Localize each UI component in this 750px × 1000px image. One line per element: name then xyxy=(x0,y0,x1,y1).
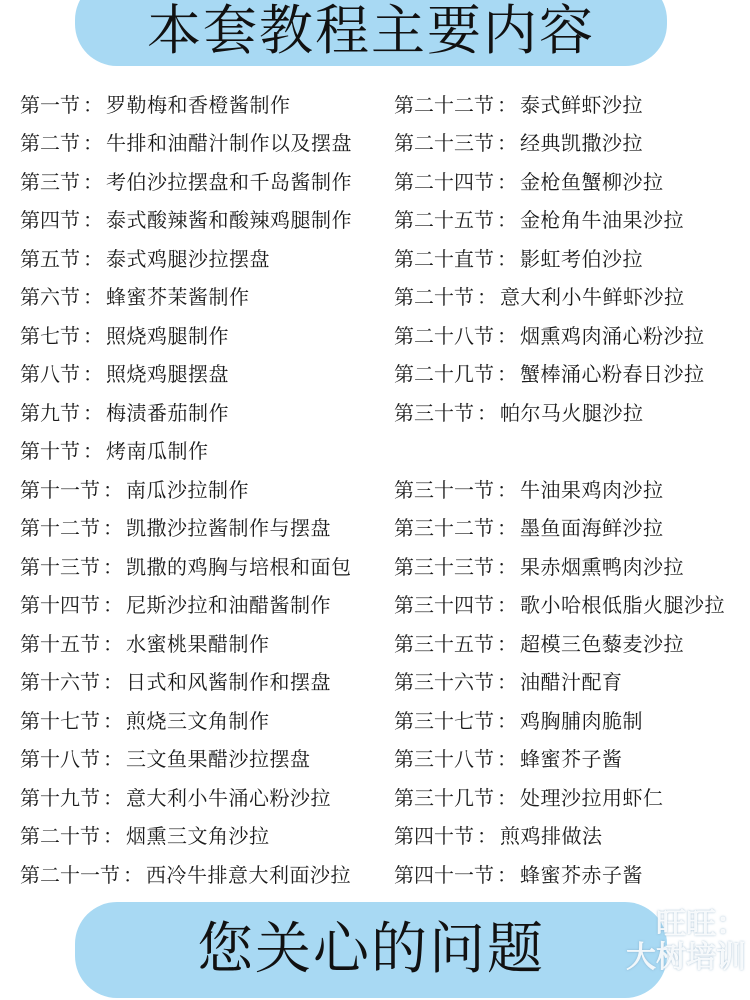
lesson-item xyxy=(20,623,380,662)
lesson-title: 泰式酸辣酱和酸辣鸡腿制作 xyxy=(106,208,352,233)
lesson-separator: ： xyxy=(497,862,517,887)
lesson-item xyxy=(394,662,750,701)
lesson-title: 泰式鸡腿沙拉摆盘 xyxy=(106,246,270,271)
lesson-number: 第二十节 xyxy=(20,824,100,849)
lesson-separator: ： xyxy=(497,593,517,618)
lesson-title: 金枪角牛油果沙拉 xyxy=(520,208,684,233)
lesson-number: 第三十七节 xyxy=(394,708,494,733)
lesson-item xyxy=(20,123,380,162)
lesson-title: 超模三色藜麦沙拉 xyxy=(520,631,684,656)
lesson-title: 梅渍番茄制作 xyxy=(106,400,229,425)
lesson-title: 蟹棒涌心粉春日沙拉 xyxy=(520,362,705,387)
lesson-separator: ： xyxy=(83,439,103,464)
lesson-item xyxy=(394,739,750,778)
lesson-item xyxy=(20,315,380,354)
lesson-item xyxy=(394,469,750,508)
lesson-separator: ： xyxy=(497,323,517,348)
lesson-title: 凯撒的鸡胸与培根和面包 xyxy=(126,554,352,579)
lesson-number: 第十节 xyxy=(20,439,80,464)
lesson-separator: ： xyxy=(497,246,517,271)
lesson-list-right xyxy=(394,84,750,893)
lesson-title: 罗勒梅和香橙酱制作 xyxy=(106,92,291,117)
footer-title: 您关心的问题 xyxy=(197,917,545,982)
lesson-separator: ： xyxy=(477,400,497,425)
lesson-number: 第七节 xyxy=(20,323,80,348)
lesson-item xyxy=(20,700,380,739)
lesson-number: 第二节 xyxy=(20,131,80,156)
lesson-number: 第十六节 xyxy=(20,670,100,695)
lesson-title: 蜂蜜芥子酱 xyxy=(520,747,623,772)
lesson-title: 歌小哈根低脂火腿沙拉 xyxy=(520,593,725,618)
lesson-item xyxy=(394,161,750,200)
lesson-item xyxy=(394,508,750,547)
watermark-line-1: 旺旺： xyxy=(656,907,746,942)
lesson-title: 墨鱼面海鲜沙拉 xyxy=(520,516,664,541)
lesson-separator: ： xyxy=(103,516,123,541)
lesson-number: 第十七节 xyxy=(20,708,100,733)
lesson-number: 第四节 xyxy=(20,208,80,233)
lesson-item xyxy=(20,431,380,470)
lesson-item xyxy=(394,623,750,662)
lesson-separator: ： xyxy=(103,785,123,810)
lesson-number: 第十八节 xyxy=(20,747,100,772)
lesson-number: 第四十一节 xyxy=(394,862,494,887)
lesson-title: 照烧鸡腿摆盘 xyxy=(106,362,229,387)
lesson-title: 经典凯撒沙拉 xyxy=(520,131,643,156)
lesson-item xyxy=(394,854,750,893)
lesson-title: 处理沙拉用虾仁 xyxy=(520,785,664,810)
lesson-item xyxy=(394,84,750,123)
lesson-item xyxy=(394,238,750,277)
lesson-title: 牛排和油醋汁制作以及摆盘 xyxy=(106,131,352,156)
lesson-separator: ： xyxy=(497,516,517,541)
lesson-title: 帕尔马火腿沙拉 xyxy=(500,400,644,425)
lesson-title: 西冷牛排意大利面沙拉 xyxy=(146,862,351,887)
lesson-item xyxy=(394,700,750,739)
lesson-separator: ： xyxy=(83,362,103,387)
lesson-title: 鸡胸脯肉脆制 xyxy=(520,708,643,733)
lesson-separator: ： xyxy=(83,246,103,271)
lesson-separator: ： xyxy=(103,824,123,849)
lesson-number: 第三十六节 xyxy=(394,670,494,695)
lesson-title: 蜂蜜芥赤子酱 xyxy=(520,862,643,887)
lesson-separator: ： xyxy=(103,708,123,733)
lesson-number: 第九节 xyxy=(20,400,80,425)
lesson-title: 南瓜沙拉制作 xyxy=(126,477,249,502)
lesson-separator: ： xyxy=(497,92,517,117)
lesson-number: 第三十三节 xyxy=(394,554,494,579)
watermark-line-2: 大树培训 xyxy=(626,940,746,975)
lesson-item xyxy=(394,546,750,585)
lesson-number: 第二十八节 xyxy=(394,323,494,348)
lesson-list-left xyxy=(20,84,380,893)
lesson-number: 第二十一节 xyxy=(20,862,120,887)
footer-banner xyxy=(75,902,667,998)
lesson-separator: ： xyxy=(83,400,103,425)
lesson-item xyxy=(394,354,750,393)
lesson-separator: ： xyxy=(497,554,517,579)
lesson-number: 第十一节 xyxy=(20,477,100,502)
lesson-item xyxy=(394,277,750,316)
lesson-number: 第四十节 xyxy=(394,824,474,849)
lesson-title: 考伯沙拉摆盘和千岛酱制作 xyxy=(106,169,352,194)
lesson-separator: ： xyxy=(497,208,517,233)
lesson-number: 第二十二节 xyxy=(394,92,494,117)
lesson-separator: ： xyxy=(103,631,123,656)
lesson-item xyxy=(20,161,380,200)
lesson-number: 第三十一节 xyxy=(394,477,494,502)
lesson-item xyxy=(394,315,750,354)
lesson-number: 第六节 xyxy=(20,285,80,310)
lesson-separator: ： xyxy=(83,285,103,310)
lesson-number: 第三十节 xyxy=(394,400,474,425)
lesson-number: 第二十节 xyxy=(394,285,474,310)
lesson-item xyxy=(20,84,380,123)
lesson-separator: ： xyxy=(123,862,143,887)
lesson-number: 第十四节 xyxy=(20,593,100,618)
lesson-item xyxy=(394,777,750,816)
lesson-item xyxy=(394,123,750,162)
lesson-item xyxy=(20,354,380,393)
lesson-separator: ： xyxy=(83,92,103,117)
lesson-title: 金枪鱼蟹柳沙拉 xyxy=(520,169,664,194)
lesson-number: 第三十八节 xyxy=(394,747,494,772)
lesson-title: 烟熏三文角沙拉 xyxy=(126,824,270,849)
lesson-separator: ： xyxy=(497,670,517,695)
lesson-item xyxy=(20,200,380,239)
lesson-number: 第八节 xyxy=(20,362,80,387)
lesson-separator: ： xyxy=(83,169,103,194)
lesson-title: 煎鸡排做法 xyxy=(500,824,603,849)
lesson-title: 凯撒沙拉酱制作与摆盘 xyxy=(126,516,331,541)
lesson-separator: ： xyxy=(83,323,103,348)
lesson-number: 第二十直节 xyxy=(394,246,494,271)
lesson-item xyxy=(20,277,380,316)
lesson-number: 第二十三节 xyxy=(394,131,494,156)
lesson-title: 照烧鸡腿制作 xyxy=(106,323,229,348)
lesson-separator: ： xyxy=(477,285,497,310)
lesson-item xyxy=(394,816,750,855)
lesson-number: 第十三节 xyxy=(20,554,100,579)
lesson-separator: ： xyxy=(103,477,123,502)
lesson-item xyxy=(20,816,380,855)
lesson-separator: ： xyxy=(477,824,497,849)
lesson-title: 尼斯沙拉和油醋酱制作 xyxy=(126,593,331,618)
lesson-title: 蜂蜜芥茉酱制作 xyxy=(106,285,250,310)
lesson-title: 牛油果鸡肉沙拉 xyxy=(520,477,664,502)
lesson-title: 日式和风酱制作和摆盘 xyxy=(126,670,331,695)
watermark xyxy=(586,908,746,974)
lesson-number: 第三十二节 xyxy=(394,516,494,541)
lesson-item xyxy=(20,739,380,778)
lesson-title: 三文鱼果醋沙拉摆盘 xyxy=(126,747,311,772)
lesson-number: 第三十四节 xyxy=(394,593,494,618)
lesson-separator: ： xyxy=(497,477,517,502)
lesson-item xyxy=(20,777,380,816)
lesson-item xyxy=(394,585,750,624)
lesson-item xyxy=(394,200,750,239)
lesson-title: 影虹考伯沙拉 xyxy=(520,246,643,271)
lesson-title: 泰式鲜虾沙拉 xyxy=(520,92,643,117)
lesson-number: 第二十四节 xyxy=(394,169,494,194)
lesson-separator: ： xyxy=(497,131,517,156)
lesson-number: 第三十几节 xyxy=(394,785,494,810)
lesson-number: 第五节 xyxy=(20,246,80,271)
lesson-title: 煎烧三文角制作 xyxy=(126,708,270,733)
lesson-number: 第二十几节 xyxy=(394,362,494,387)
lesson-title: 油醋汁配育 xyxy=(520,670,623,695)
lesson-separator: ： xyxy=(83,208,103,233)
lesson-item xyxy=(20,662,380,701)
lesson-separator: ： xyxy=(497,747,517,772)
lesson-separator: ： xyxy=(497,169,517,194)
lesson-number: 第十二节 xyxy=(20,516,100,541)
lesson-number: 第三节 xyxy=(20,169,80,194)
lesson-separator: ： xyxy=(497,708,517,733)
lesson-item xyxy=(20,392,380,431)
lesson-item xyxy=(20,508,380,547)
lesson-separator: ： xyxy=(103,554,123,579)
lesson-separator: ： xyxy=(83,131,103,156)
page-title: 本套教程主要内容 xyxy=(147,0,595,62)
header-banner xyxy=(75,0,667,66)
lesson-title: 果赤烟熏鸭肉沙拉 xyxy=(520,554,684,579)
lesson-separator: ： xyxy=(103,747,123,772)
lesson-separator: ： xyxy=(103,593,123,618)
lesson-title: 烤南瓜制作 xyxy=(106,439,209,464)
lesson-separator: ： xyxy=(497,785,517,810)
lesson-title: 意大利小牛鲜虾沙拉 xyxy=(500,285,685,310)
lesson-number: 第一节 xyxy=(20,92,80,117)
lesson-item xyxy=(20,469,380,508)
lesson-title: 意大利小牛涌心粉沙拉 xyxy=(126,785,331,810)
lesson-item xyxy=(20,546,380,585)
lesson-number: 第十九节 xyxy=(20,785,100,810)
lesson-item xyxy=(20,854,380,893)
lesson-title: 烟熏鸡肉涌心粉沙拉 xyxy=(520,323,705,348)
lesson-item xyxy=(20,585,380,624)
lesson-item xyxy=(20,238,380,277)
lesson-number: 第二十五节 xyxy=(394,208,494,233)
lesson-item xyxy=(394,392,750,431)
lesson-separator: ： xyxy=(103,670,123,695)
lesson-number: 第三十五节 xyxy=(394,631,494,656)
lesson-title: 水蜜桃果醋制作 xyxy=(126,631,270,656)
lesson-separator: ： xyxy=(497,362,517,387)
lesson-separator: ： xyxy=(497,631,517,656)
lesson-number: 第十五节 xyxy=(20,631,100,656)
